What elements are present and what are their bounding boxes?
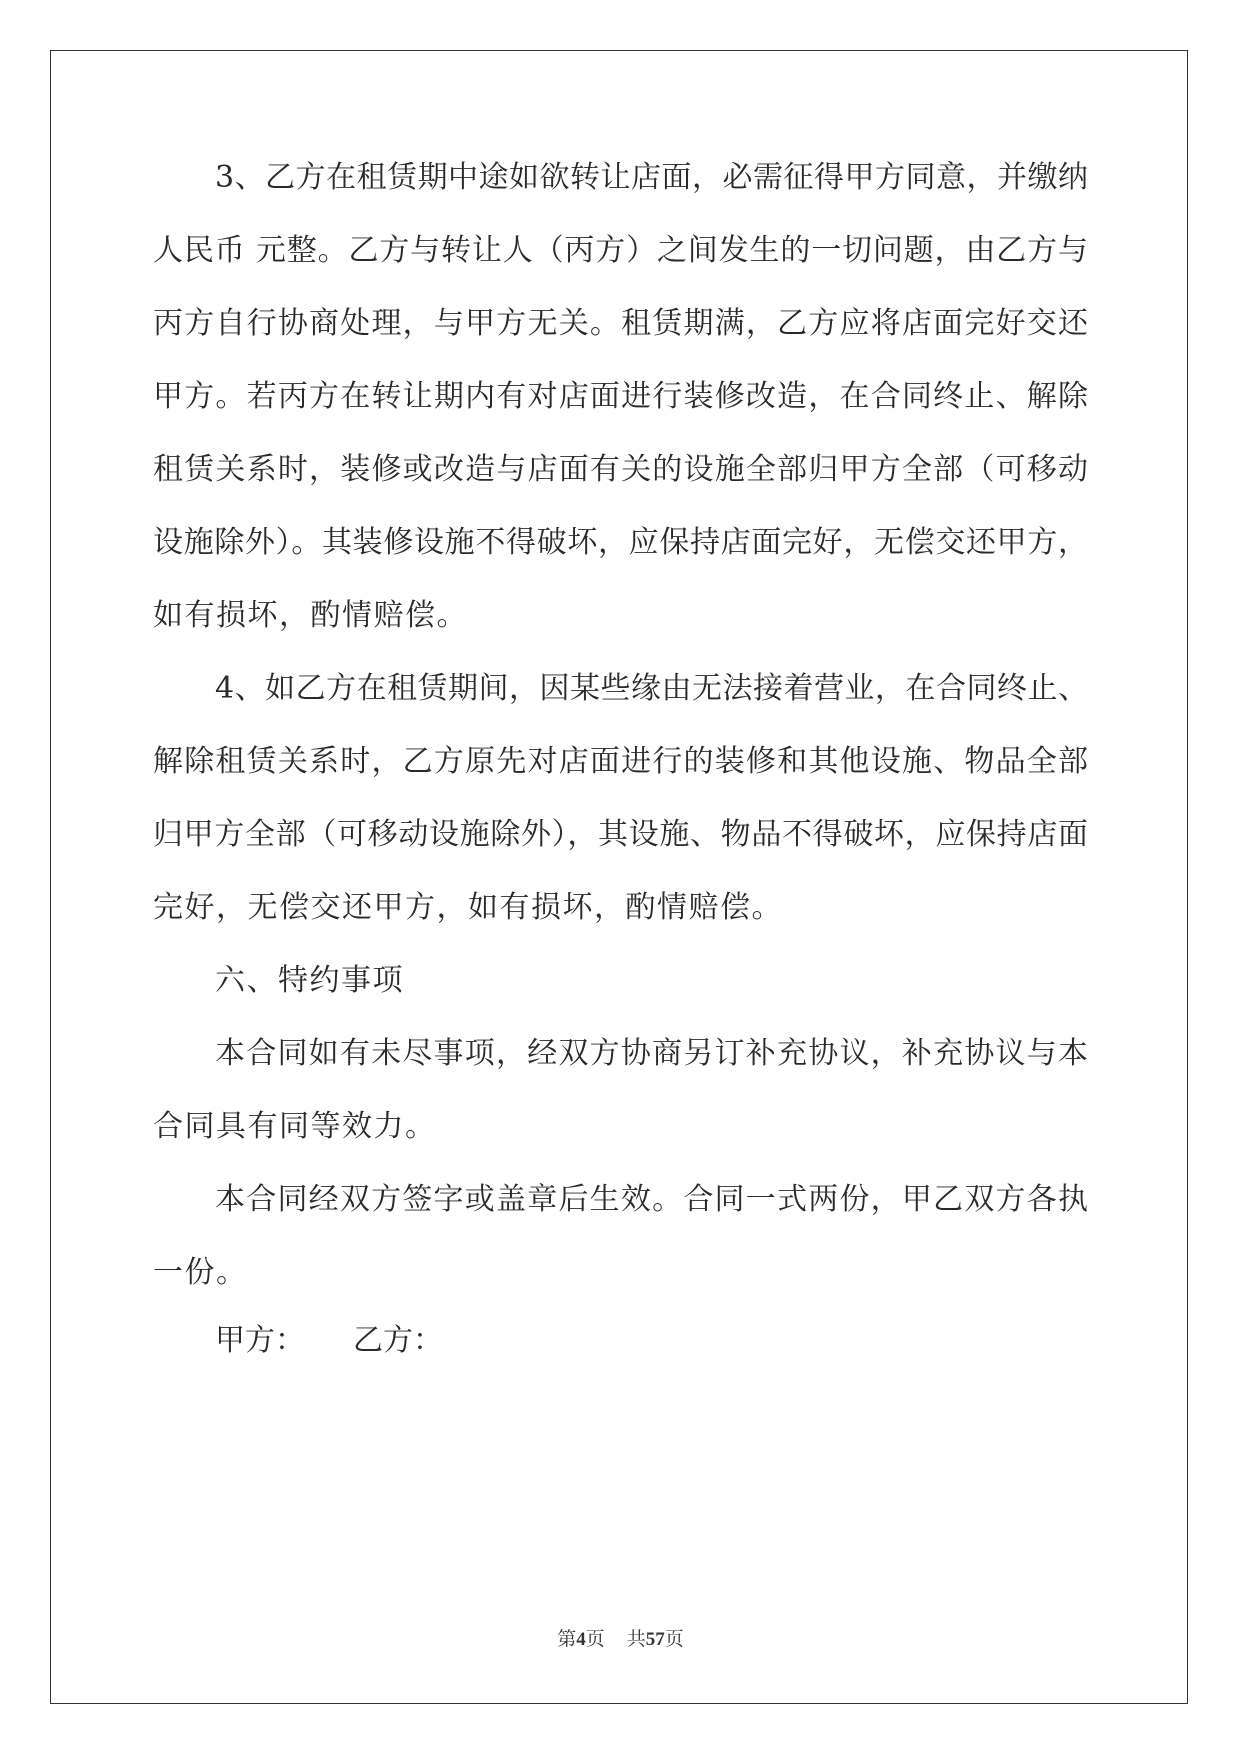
- paragraph-line: 本合同经双方签字或盖章后生效。合同一式两份，甲乙双方各执: [215, 1182, 1088, 1217]
- paragraph-line: 本合同如有未尽事项，经双方协商另订补充协议，补充协议与本: [215, 1036, 1088, 1071]
- paragraph-line: 解除租赁关系时，乙方原先对店面进行的装修和其他设施、物品全部: [153, 744, 1088, 779]
- paragraph-line: 设施除外）。其装修设施不得破坏，应保持店面完好，无偿交还甲方，: [153, 525, 1088, 560]
- paragraph-line: 如有损坏，酌情赔偿。: [153, 598, 468, 633]
- signature-line: [215, 1321, 443, 1361]
- footer-page-unit: 页: [585, 1629, 605, 1650]
- party-b-label: 乙方：: [353, 1323, 443, 1358]
- paragraph-line: 人民币 元整。乙方与转让人（丙方）之间发生的一切问题，由乙方与: [153, 233, 1088, 268]
- paragraph-line: 一份。: [153, 1255, 248, 1290]
- paragraph-line: 完好，无偿交还甲方，如有损坏，酌情赔偿。: [153, 890, 783, 925]
- current-page-number: 4: [576, 1629, 586, 1650]
- footer-total-prefix: 共: [626, 1629, 646, 1650]
- paragraph-line: 甲方。若丙方在转让期内有对店面进行装修改造，在合同终止、解除: [153, 379, 1088, 414]
- paragraph-line: 丙方自行协商处理，与甲方无关。租赁期满，乙方应将店面完好交还: [153, 306, 1088, 341]
- footer-prefix: 第: [557, 1629, 577, 1650]
- paragraph-line: 3、乙方在租赁期中途如欲转让店面，必需征得甲方同意，并缴纳: [215, 160, 1088, 195]
- party-a-label: 甲方：: [215, 1323, 305, 1358]
- page-footer: [0, 1624, 1241, 1651]
- paragraph-line: 归甲方全部（可移动设施除外），其设施、物品不得破坏，应保持店面: [153, 817, 1088, 852]
- paragraph-line: 4、如乙方在租赁期间，因某些缘由无法接着营业，在合同终止、: [215, 671, 1088, 706]
- section-heading: 六、特约事项: [215, 963, 404, 998]
- paragraph-line: 合同具有同等效力。: [153, 1109, 437, 1144]
- paragraph-line: 租赁关系时，装修或改造与店面有关的设施全部归甲方全部（可移动: [153, 452, 1088, 487]
- footer-total-unit: 页: [664, 1629, 684, 1650]
- page-border: [50, 50, 1188, 1704]
- total-page-count: 57: [645, 1629, 665, 1650]
